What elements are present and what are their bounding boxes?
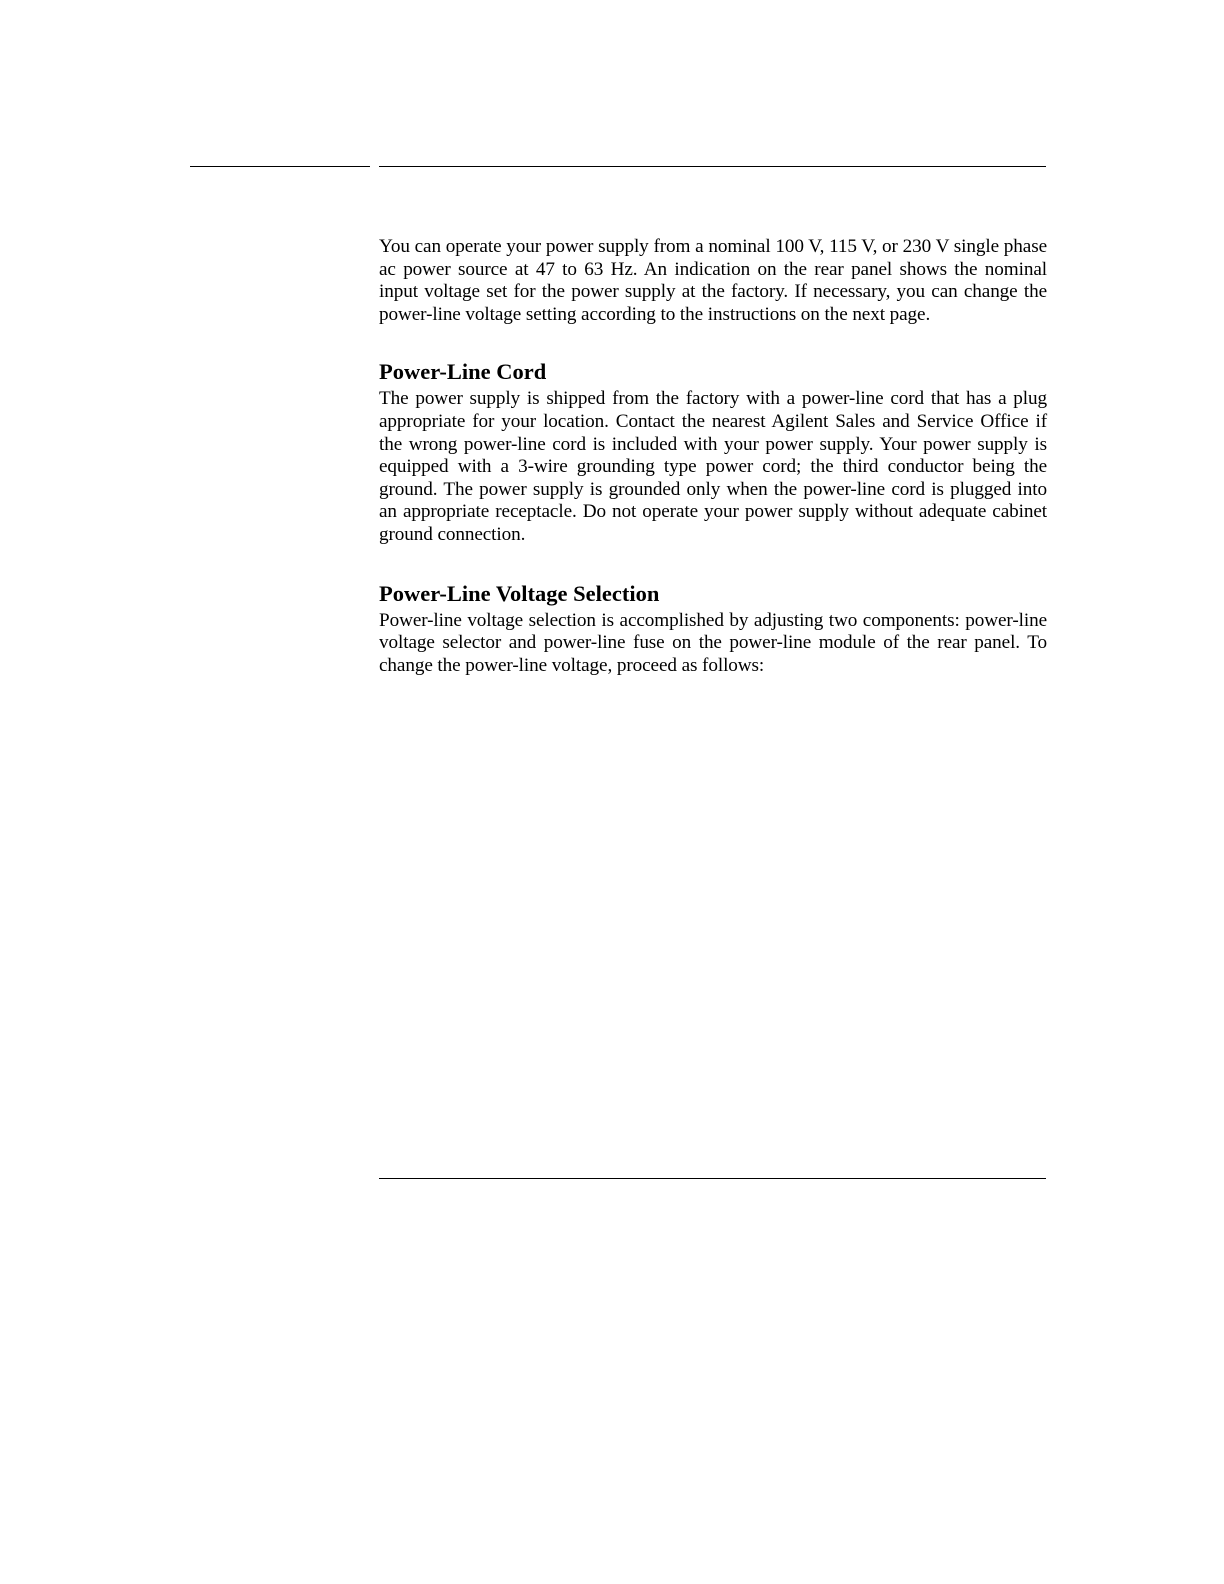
page-body: [379, 236, 1047, 677]
header-rule-left: [190, 166, 370, 167]
power-line-cord-paragraph: The power supply is shipped from the factory with a power-line cord that has a plug appropriate for your location. Contact the nearest Agilent Sales and Service Office if the wrong power-line cord is included with your power supply. Your power supply is equipped with a 3-wire grounding type power cord; the third conductor being the ground. The power supply is grounded only when the power-line cord is plugged into an appropriate receptacle. Do not operate your power supply without adequate cabinet ground connection.: [379, 388, 1047, 545]
power-line-cord-heading: Power-Line Cord: [379, 359, 547, 385]
intro-paragraph: You can operate your power supply from a nominal 100 V, 115 V, or 230 V single phase ac power source at 47 to 63 Hz. An indication on the rear panel shows the nominal input voltage set for the power supply at the factory. If necessary, you can change the power-line voltage setting according to the instructions on the next page.: [379, 236, 1047, 325]
power-line-voltage-selection-heading: Power-Line Voltage Selection: [379, 580, 660, 606]
header-rule-right: [379, 166, 1046, 167]
footer-rule: [379, 1178, 1046, 1179]
power-line-voltage-selection-paragraph: Power-line voltage selection is accomplished by adjusting two components: power-line voltage selector and power-line fuse on the power-line module of the rear panel. To change the power-line voltage, proceed as follows:: [379, 609, 1047, 676]
